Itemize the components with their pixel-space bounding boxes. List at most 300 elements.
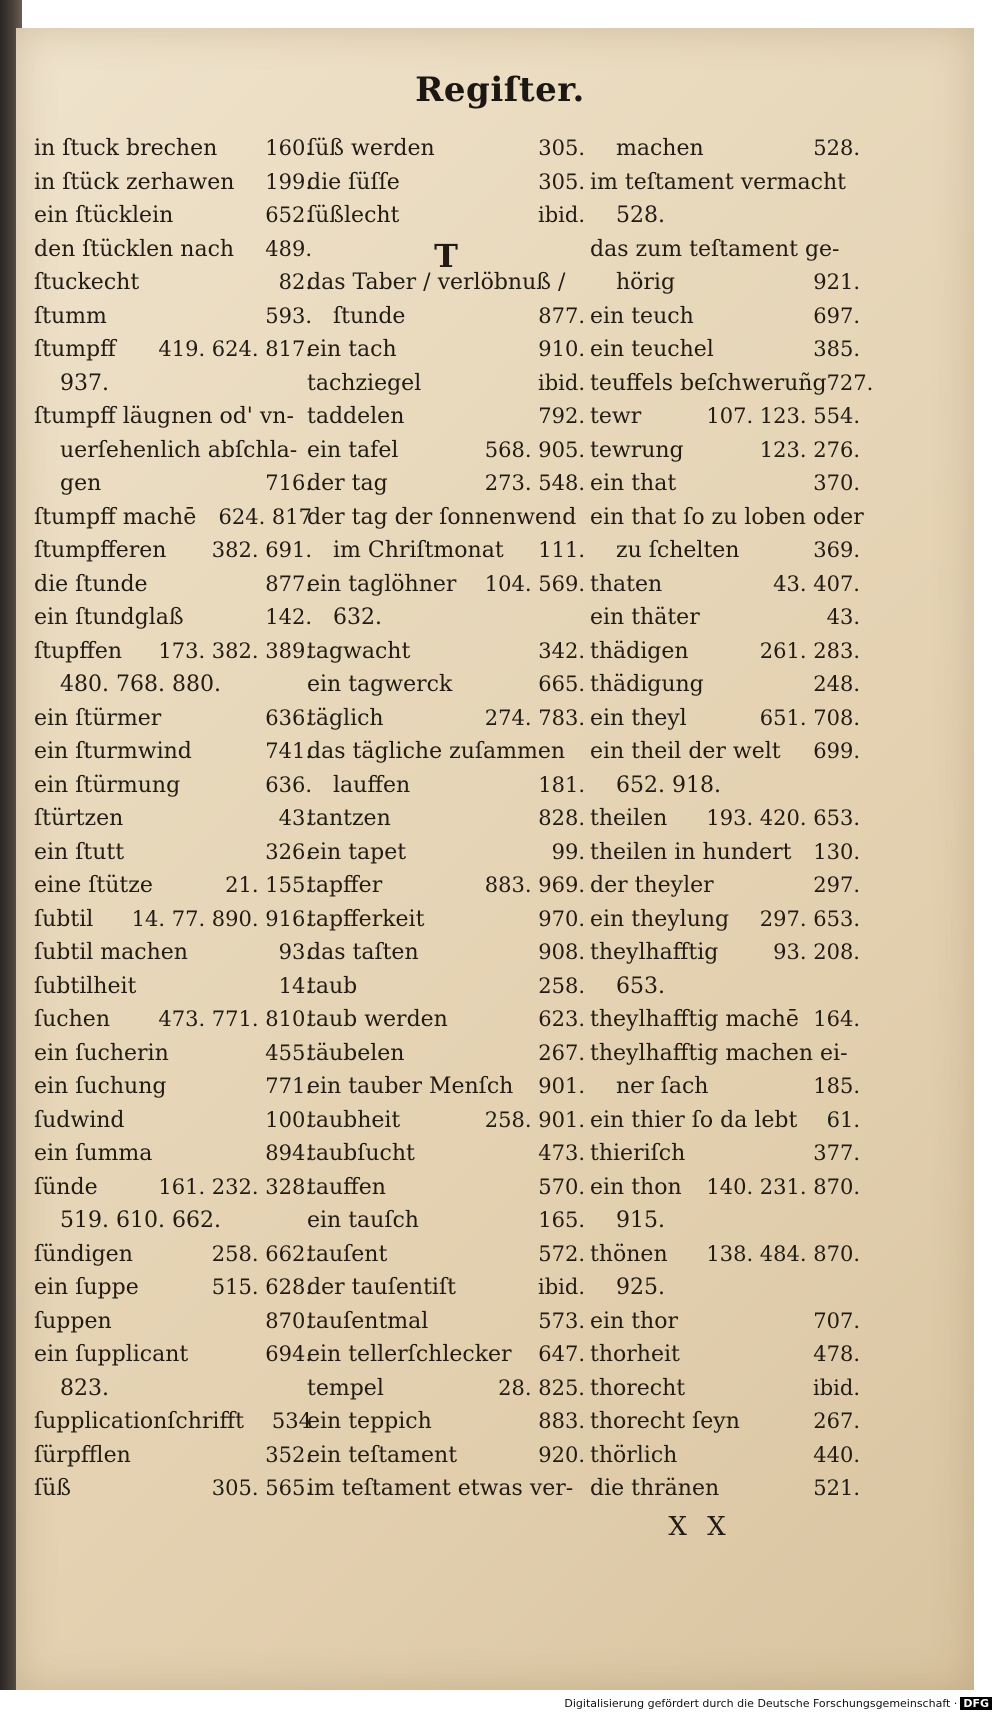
page-reference: 305. 565.	[211, 1476, 312, 1500]
index-entry	[34, 1342, 312, 1376]
index-term: taubheit	[307, 1107, 401, 1133]
index-term: theylhafftig machen ei-	[590, 1040, 848, 1066]
index-entry	[307, 572, 585, 606]
index-entry	[34, 1309, 312, 1343]
index-term: thorecht ſeyn	[590, 1409, 740, 1434]
index-term: ſtumpff	[34, 337, 116, 362]
index-term: gen	[60, 471, 102, 496]
page-reference: 883. 969.	[484, 873, 585, 897]
index-term: der tag	[307, 471, 388, 496]
page-reference: 741.	[265, 739, 312, 763]
page-reference: 920.	[538, 1442, 585, 1467]
index-entry	[34, 1208, 312, 1242]
index-term: taddelen	[307, 404, 405, 429]
page-reference: 440.	[813, 1442, 860, 1467]
index-entry	[590, 203, 860, 237]
index-entry	[34, 940, 312, 974]
index-term: ein ſuppe	[34, 1275, 139, 1300]
index-term: tauffen	[307, 1174, 386, 1200]
index-term: 519. 610. 662.	[60, 1208, 221, 1233]
digitization-footer	[564, 1697, 992, 1710]
index-term: im teſtament etwas ver-	[307, 1476, 574, 1501]
index-term: ein teppich	[307, 1409, 432, 1434]
index-term: ſürpfflen	[34, 1442, 131, 1468]
index-entry	[34, 1175, 312, 1209]
index-entry	[34, 203, 312, 237]
page-reference: 921.	[813, 270, 860, 294]
page-reference: 528.	[813, 136, 860, 160]
index-term: ein ſtürmung	[34, 772, 181, 798]
index-entry	[590, 572, 860, 606]
index-term: thieriſch	[590, 1141, 686, 1166]
page-reference: 970.	[538, 906, 585, 931]
index-term: ſupplicationſchrifft	[34, 1409, 244, 1434]
page-reference: 258.	[538, 973, 585, 998]
index-term: tapfferkeit	[307, 906, 425, 932]
index-column-2	[307, 136, 585, 1510]
page-reference: 297. 653.	[759, 906, 860, 931]
page-reference: 883.	[538, 1409, 585, 1433]
index-entry	[34, 572, 312, 606]
index-entry	[307, 270, 585, 304]
page-reference: 164.	[813, 1007, 860, 1031]
index-term: täglich	[307, 705, 384, 731]
page-reference: 274. 783.	[484, 705, 585, 730]
page-reference: ibid.	[538, 370, 585, 395]
index-entry	[307, 404, 585, 438]
page-reference: 326.	[265, 839, 312, 864]
page-reference: 473. 771. 810.	[158, 1007, 312, 1031]
index-term: taub werden	[307, 1007, 448, 1032]
index-entry	[34, 773, 312, 807]
page-reference: 636.	[265, 772, 312, 797]
page-reference: 694.	[265, 1342, 312, 1366]
page-reference: 100.	[265, 1107, 312, 1132]
index-term: ein teuchel	[590, 337, 714, 362]
index-entry	[34, 538, 312, 572]
index-term: tempel	[307, 1375, 384, 1401]
index-entry	[307, 1074, 585, 1108]
page-reference: 21. 155.	[225, 873, 312, 897]
index-term: tauſent	[307, 1241, 388, 1267]
index-term: ein thier ſo da lebt	[590, 1107, 798, 1133]
index-term: thörlich	[590, 1442, 678, 1468]
index-entry	[34, 907, 312, 941]
index-term: ſtumpff machē	[34, 504, 197, 530]
page-reference: 593.	[265, 303, 312, 328]
index-entry	[590, 1108, 860, 1142]
index-term: der tauſentiſt	[307, 1275, 456, 1300]
index-term: ein tagwerck	[307, 672, 453, 697]
index-term: eine ſtütze	[34, 873, 153, 898]
page-reference: 697.	[813, 303, 860, 328]
index-term: thaten	[590, 571, 663, 597]
index-entry	[34, 1409, 312, 1443]
index-term: täubelen	[307, 1040, 405, 1066]
index-term: ſtunde	[333, 303, 406, 329]
index-term: 632.	[333, 605, 382, 630]
index-entry	[307, 438, 585, 472]
index-term: ſtupffen	[34, 638, 123, 664]
index-entry	[590, 270, 860, 304]
page-reference: 910.	[538, 337, 585, 361]
page-reference: 894.	[265, 1141, 312, 1165]
index-entry	[307, 1007, 585, 1041]
index-term: ein ſtücklein	[34, 203, 174, 228]
index-entry	[590, 1175, 860, 1209]
index-entry	[34, 1141, 312, 1175]
page-reference: 573.	[538, 1308, 585, 1333]
index-entry	[590, 907, 860, 941]
index-term: ein ſuchung	[34, 1074, 167, 1099]
index-entry	[307, 1275, 585, 1309]
page-reference: 908.	[538, 940, 585, 964]
index-term: ein theyl	[590, 705, 687, 731]
page-reference: 173. 382. 389.	[158, 638, 312, 663]
section-letter-text: T	[434, 236, 458, 275]
index-entry	[590, 1309, 860, 1343]
dfg-logo: DFG	[960, 1697, 992, 1710]
page-reference: 342.	[538, 638, 585, 663]
index-term: ein thor	[590, 1308, 678, 1334]
index-term: theilen	[590, 806, 668, 831]
index-entry	[34, 1041, 312, 1075]
index-entry	[307, 337, 585, 371]
index-entry	[590, 237, 860, 271]
index-term: ſündigen	[34, 1241, 133, 1267]
index-entry	[307, 974, 585, 1008]
index-term: theylhafftig	[590, 940, 719, 965]
index-term: ſüß	[34, 1476, 72, 1501]
index-entry	[307, 505, 585, 539]
page-reference: 665.	[538, 672, 585, 696]
page-reference: 877.	[265, 571, 312, 596]
index-term: 915.	[616, 1208, 665, 1233]
page-reference: 305.	[538, 136, 585, 160]
index-entry	[590, 304, 860, 338]
index-entry	[307, 639, 585, 673]
index-entry	[34, 739, 312, 773]
index-entry	[590, 806, 860, 840]
page-reference: 521.	[813, 1476, 860, 1500]
index-term: ſtumm	[34, 303, 107, 329]
index-entry	[307, 940, 585, 974]
page-reference: 93. 208.	[773, 940, 860, 964]
index-entry	[307, 170, 585, 204]
page-reference: 193. 420. 653.	[706, 806, 860, 830]
index-term: tantzen	[307, 806, 391, 831]
index-term: thädigen	[590, 638, 689, 664]
index-entry	[590, 1476, 860, 1510]
index-entry	[590, 840, 860, 874]
page-reference: 652.	[265, 203, 312, 227]
page-reference: 473.	[538, 1141, 585, 1165]
index-term: thorheit	[590, 1342, 680, 1367]
index-term: 480. 768. 880.	[60, 672, 221, 697]
page-reference: 199.	[265, 169, 312, 194]
index-term: ner ſach	[616, 1074, 709, 1099]
index-entry	[590, 639, 860, 673]
page-reference: 258. 901.	[484, 1107, 585, 1132]
index-entry	[34, 337, 312, 371]
index-entry	[590, 1376, 860, 1410]
index-entry	[34, 505, 312, 539]
index-entry	[590, 370, 874, 405]
index-term: thönen	[590, 1241, 668, 1267]
index-entry	[34, 1074, 312, 1108]
page-reference: 273. 548.	[484, 471, 585, 495]
page-reference: 181.	[538, 772, 585, 797]
index-term: ein theylung	[590, 906, 730, 932]
index-entry	[34, 270, 312, 304]
page-reference: 258. 662.	[211, 1241, 312, 1266]
page-reference: ibid.	[538, 203, 585, 227]
index-entry	[307, 1108, 585, 1142]
index-term: ſuchen	[34, 1007, 110, 1032]
index-entry	[590, 1208, 860, 1242]
index-term: die ſüſſe	[307, 169, 400, 195]
page-reference: 377.	[813, 1141, 860, 1165]
page-reference: 104. 569.	[484, 571, 585, 596]
page-reference: 489.	[265, 236, 312, 261]
page-reference: 623.	[538, 1007, 585, 1031]
index-entry	[307, 1376, 585, 1410]
index-entry	[307, 1141, 585, 1175]
index-entry	[590, 438, 860, 472]
index-term: ein thon	[590, 1174, 682, 1200]
index-entry	[307, 203, 585, 237]
index-entry	[307, 1242, 585, 1276]
index-term: das taſten	[307, 940, 419, 965]
index-term: ein ſucherin	[34, 1040, 169, 1066]
page-reference: 385.	[813, 337, 860, 361]
index-term: ſünde	[34, 1174, 98, 1200]
index-term: ein teſtament	[307, 1442, 458, 1468]
page-reference: 624. 817	[218, 504, 312, 529]
page-reference: 140. 231. 870.	[706, 1174, 860, 1199]
index-term: das Taber / verlöbnuß /	[307, 270, 566, 295]
footer-text: Digitalisierung gefördert durch die Deutsche Forschungsgemeinschaft ·	[564, 1697, 958, 1710]
index-term: ſtürtzen	[34, 806, 124, 831]
page-reference: 130.	[813, 839, 860, 864]
index-term: thädigung	[590, 672, 704, 697]
index-entry	[590, 773, 860, 807]
index-term: das tägliche zuſammen	[307, 739, 566, 764]
index-entry	[34, 672, 312, 706]
index-term: uerſehenlich abſchla-	[60, 437, 298, 463]
signature-mark: X X	[668, 1512, 732, 1542]
index-entry	[590, 471, 860, 505]
index-entry	[34, 840, 312, 874]
page-reference: 792.	[538, 404, 585, 428]
index-entry	[590, 672, 860, 706]
page-reference: 901.	[538, 1074, 585, 1098]
index-entry	[307, 471, 585, 505]
index-term: 823.	[60, 1375, 109, 1401]
index-entry	[590, 538, 860, 572]
index-entry	[590, 605, 860, 639]
index-term: ein tellerſchlecker	[307, 1342, 512, 1367]
index-entry	[590, 1242, 860, 1276]
index-entry	[590, 136, 860, 170]
index-entry	[590, 1342, 860, 1376]
index-entry	[307, 136, 585, 170]
index-term: zu ſchelten	[616, 538, 740, 563]
index-term: taub	[307, 973, 358, 999]
index-term: ein that ſo zu loben oder	[590, 504, 864, 530]
index-entry	[34, 438, 312, 472]
index-term: ein tach	[307, 337, 397, 362]
index-term: hörig	[616, 270, 676, 295]
page-reference: 267.	[538, 1040, 585, 1065]
page-reference: 82.	[278, 270, 312, 294]
index-term: lauffen	[333, 772, 411, 798]
index-term: in ſtück zerhawen	[34, 169, 235, 195]
index-entry	[34, 1476, 312, 1510]
index-term: das zum teſtament ge-	[590, 236, 840, 262]
index-entry	[590, 170, 860, 204]
index-column-1	[34, 136, 312, 1510]
index-entry	[34, 1443, 312, 1477]
index-entry	[590, 1141, 860, 1175]
index-entry	[34, 639, 312, 673]
index-entry	[307, 1476, 585, 1510]
index-entry	[34, 873, 312, 907]
page-reference: 160.	[265, 136, 312, 160]
index-term: ſuppen	[34, 1308, 112, 1334]
page-reference: 305.	[538, 169, 585, 194]
page-reference: ibid.	[538, 1275, 585, 1299]
index-entry	[307, 907, 585, 941]
index-term: teuffels beſchweruñg	[590, 370, 827, 396]
index-entry	[34, 974, 312, 1008]
index-term: die ſtunde	[34, 571, 148, 597]
index-column-3	[590, 136, 874, 1510]
index-term: thorecht	[590, 1375, 686, 1401]
index-entry	[307, 605, 585, 639]
page-reference: 14. 77. 890. 916.	[131, 906, 312, 931]
index-entry	[307, 739, 585, 773]
page-reference: 636.	[265, 705, 312, 730]
page-reference: 572.	[538, 1241, 585, 1266]
index-term: ſüß werden	[307, 136, 435, 161]
index-entry	[590, 504, 864, 539]
page-reference: 14.	[278, 973, 312, 998]
page-reference: 161. 232. 328.	[158, 1174, 312, 1199]
index-term: ein tapet	[307, 839, 407, 865]
page-reference: 43.	[278, 806, 312, 830]
index-entry	[34, 1242, 312, 1276]
page-reference: 138. 484. 870.	[706, 1241, 860, 1266]
page-reference: 267.	[813, 1409, 860, 1433]
index-entry	[307, 873, 585, 907]
index-term: ein ſtundglaß	[34, 605, 184, 630]
index-term: ein tauber Menſch	[307, 1074, 514, 1099]
index-term: ſüßlecht	[307, 203, 400, 228]
page-reference: 647.	[538, 1342, 585, 1366]
index-entry	[34, 1007, 312, 1041]
index-entry	[34, 706, 312, 740]
index-term: ſubtilheit	[34, 973, 137, 999]
page-reference: 111.	[538, 538, 585, 562]
index-entry	[34, 136, 312, 170]
index-entry	[307, 1208, 585, 1242]
index-term: im Chriſtmonat	[333, 538, 504, 563]
index-term: ein ſumma	[34, 1141, 153, 1166]
page-reference: 828.	[538, 806, 585, 830]
index-entry	[34, 304, 312, 338]
index-term: ſtuckecht	[34, 270, 140, 295]
page-reference: 568. 905.	[484, 437, 585, 462]
index-entry	[307, 706, 585, 740]
page-reference: 534	[271, 1409, 312, 1433]
index-term: 652. 918.	[616, 772, 721, 798]
index-entry	[590, 1443, 860, 1477]
index-term: ſtumpfferen	[34, 538, 167, 563]
page-reference: 43.	[826, 605, 860, 629]
index-entry	[590, 1041, 860, 1075]
index-term: ein tauſch	[307, 1208, 419, 1233]
index-term: ein thäter	[590, 605, 700, 630]
index-term: der tag der ſonnenwend	[307, 504, 577, 530]
index-entry	[34, 170, 312, 204]
index-term: den ſtücklen nach	[34, 236, 235, 262]
section-letter	[307, 236, 585, 275]
index-entry	[34, 1376, 312, 1410]
page-reference: 142.	[265, 605, 312, 629]
index-term: ſubtil machen	[34, 940, 188, 965]
index-entry	[590, 974, 860, 1008]
index-term: 653.	[616, 973, 665, 999]
index-entry	[307, 1175, 585, 1209]
index-term: ein taglöhner	[307, 571, 457, 597]
page-reference: 352.	[265, 1442, 312, 1467]
page-reference: 515. 628.	[211, 1275, 312, 1299]
index-entry	[307, 1443, 585, 1477]
index-entry	[590, 1074, 860, 1108]
index-entry	[590, 337, 860, 371]
page-reference: 870.	[265, 1308, 312, 1333]
page-reference: 771.	[265, 1074, 312, 1098]
page-reference: 248.	[813, 672, 860, 696]
index-entry	[307, 773, 585, 807]
index-entry	[307, 840, 585, 874]
page-reference: 185.	[813, 1074, 860, 1098]
index-entry	[590, 1409, 860, 1443]
index-entry	[307, 371, 585, 405]
index-entry	[307, 304, 585, 338]
index-entry	[590, 940, 860, 974]
page-reference: 99.	[551, 839, 585, 864]
index-term: im teſtament vermacht	[590, 169, 847, 195]
page-reference: 123. 276.	[759, 437, 860, 462]
page-reference: 699.	[813, 739, 860, 763]
index-term: ein ſtürmer	[34, 705, 162, 731]
index-entry	[34, 471, 312, 505]
index-entry	[34, 605, 312, 639]
page-header: Regiſter.	[415, 70, 585, 110]
index-term: ein ſupplicant	[34, 1342, 189, 1367]
index-entry	[590, 1275, 860, 1309]
index-entry	[590, 739, 860, 773]
index-entry	[590, 404, 860, 438]
index-term: tagwacht	[307, 638, 411, 664]
index-term: ſudwind	[34, 1107, 125, 1133]
page-reference: 478.	[813, 1342, 860, 1366]
index-term: tapffer	[307, 873, 383, 898]
index-term: ein teuch	[590, 303, 694, 329]
index-entry	[307, 806, 585, 840]
